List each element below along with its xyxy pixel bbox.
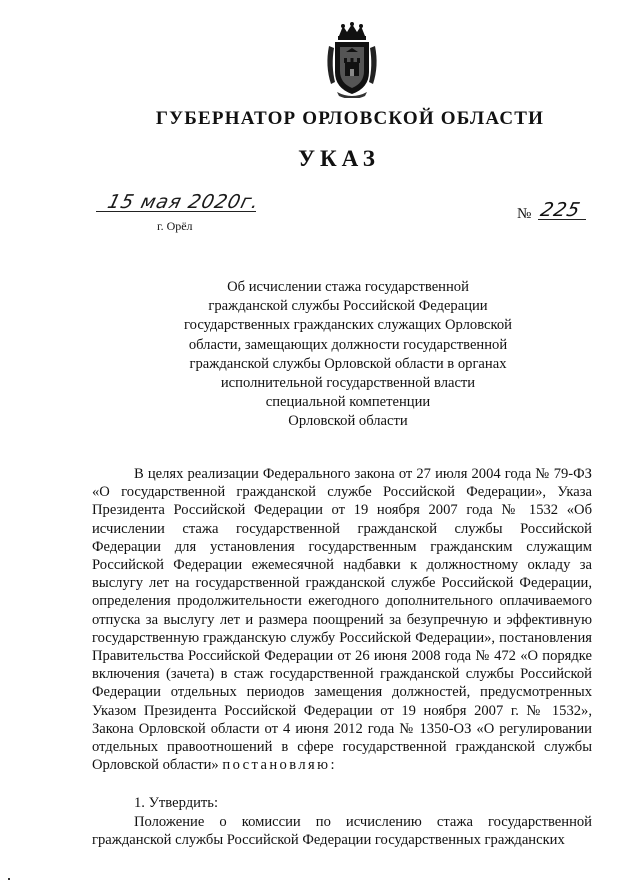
title-line: государственных гражданских служащих Орловской <box>184 317 512 334</box>
document-type-heading: УКАЗ <box>298 146 380 171</box>
handwritten-date: 15 мая 2020г. <box>105 191 262 213</box>
clause-1: 1. Утвердить: <box>134 795 219 812</box>
issuing-authority-heading: ГУБЕРНАТОР ОРЛОВСКОЙ ОБЛАСТИ <box>155 108 545 129</box>
preamble-text: В целях реализации Федерального закона от 27 июля 2004 года № 79-ФЗ «О государственной гражданской службе Российской Федерации», Указа Президента Российской Федерации от 19 ноября 2007 года № 1532 «Об исчислении стажа государственной гражданской службы Российской Федерации для установления государственным гражданским служащим Российской Федерации ежемесячной надбавки к должностному окладу за выслугу лет на государственной гражданской службе Российской Федерации, определения продолжительности ежегодного дополнительного оплачиваемого отпуска за выслугу лет и размера поощрений за безупречную и эффективную государственную гражданскую службу Российской Федерации», постановления Правительства Российской Федерации от 26 июня 2008 года № 472 «О порядке включения (зачета) в стаж государственной гражданской службы Российской Федерации отдельных периодов замещения должностей, предусмотренных Указом Президента Российской Федерации от 19 ноября 2007 г. № 1532», Закона Орловской области от 4 июня 2012 года № 1350-ОЗ «О регулировании отдельных правоотношений в сфере государственной гражданской службы Орловской области» <box>92 466 592 774</box>
title-line: гражданской службы Орловской области в органах <box>189 355 507 372</box>
city-label: г. Орёл <box>157 219 193 233</box>
clause-1-text: Положение о комиссии по исчислению стажа государственной гражданской службы Российской Федерации государственных гражданских <box>92 813 592 848</box>
decree-title <box>150 278 546 432</box>
decree-body <box>92 465 592 849</box>
title-line: исполнительной государственной власти <box>220 375 476 392</box>
title-line: специальной компетенции <box>265 394 431 411</box>
coat-of-arms-icon <box>325 22 379 98</box>
title-line: области, замещающих должности государственной <box>188 336 508 353</box>
number-sign: № <box>517 206 532 222</box>
decree-word: постановляю: <box>222 757 337 774</box>
handwritten-number: 225 <box>538 199 584 221</box>
scan-speck <box>8 878 10 880</box>
title-line: гражданской службы Российской Федерации <box>208 298 488 315</box>
preamble-paragraph <box>92 465 592 774</box>
title-line: Орловской области <box>288 413 408 430</box>
title-line: Об исчислении стажа государственной <box>227 279 469 295</box>
